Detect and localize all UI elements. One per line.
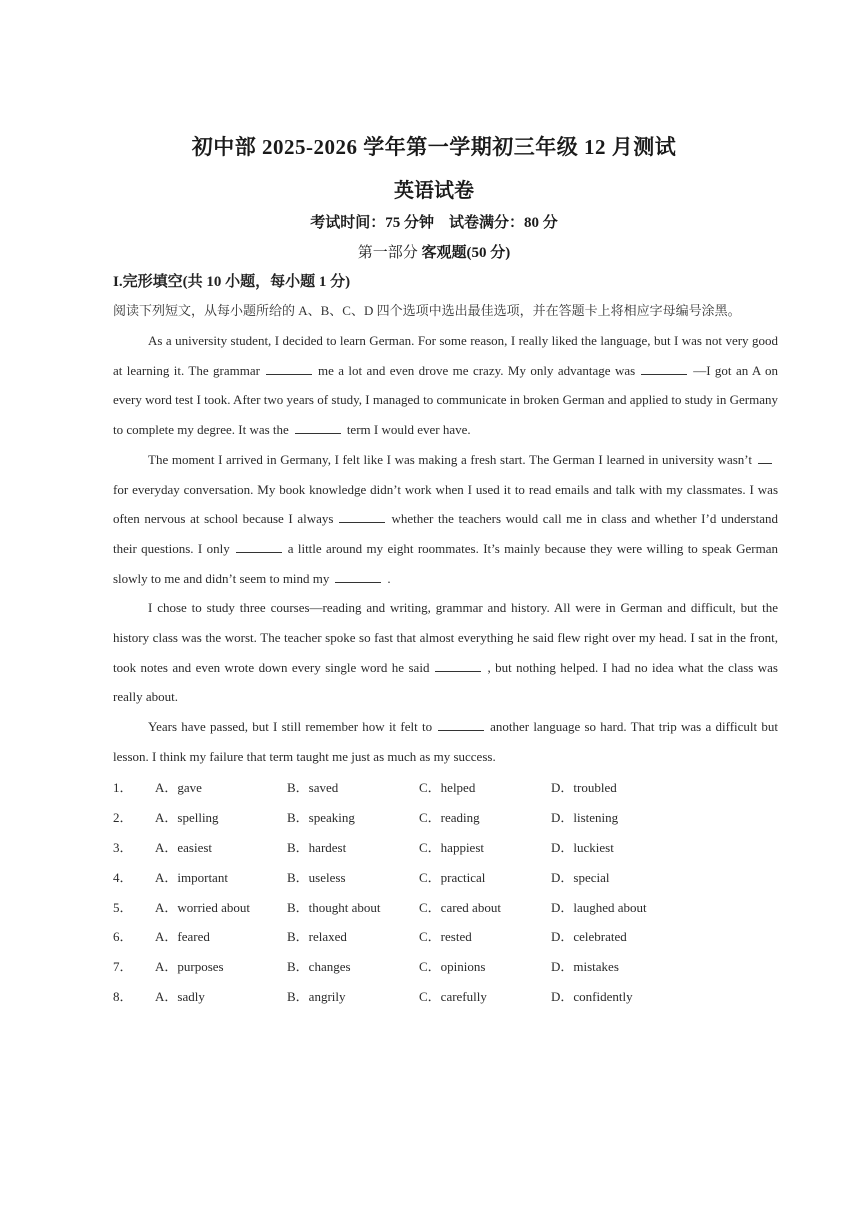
option-a: A．feared bbox=[155, 929, 210, 945]
question-options: 8． A．sadly B．angrily C．carefully D．confidently bbox=[113, 981, 691, 1011]
option-d: D．confidently bbox=[551, 988, 633, 1004]
answer-blank bbox=[295, 421, 341, 434]
answer-blank bbox=[641, 362, 687, 375]
option-d: D．laughed about bbox=[551, 899, 647, 915]
part-title: 客观题(50 分) bbox=[421, 245, 511, 261]
option-d: D．mistakes bbox=[551, 959, 619, 975]
option-c: C．helped bbox=[419, 780, 476, 796]
option-a: A．purposes bbox=[155, 959, 224, 975]
option-c: C．cared about bbox=[419, 899, 501, 915]
option-a: A．sadly bbox=[155, 988, 205, 1004]
paragraph-3: I chose to study three courses—reading and writing, grammar and history. All were in German and difficult, but the history class was the worst. The teacher spoke so fast that almost everything he said flew right over my head. I sat in the front, took notes and even wrote down every single word he said , but nothing helped. I had no idea what the class was really about. bbox=[113, 600, 778, 705]
option-b: B．thought about bbox=[287, 899, 381, 915]
question-options: 4． A．important B．useless C．practical D．special bbox=[113, 861, 691, 891]
answer-blank bbox=[339, 510, 385, 523]
option-c: C．carefully bbox=[419, 988, 487, 1004]
exam-info: 考试时间：75 分钟 试卷满分：80 分 bbox=[310, 215, 558, 231]
question-options: 7． A．purposes B．changes C．opinions D．mistakes bbox=[113, 951, 691, 981]
option-a: A．worried about bbox=[155, 899, 250, 915]
option-c: C．rested bbox=[419, 929, 472, 945]
exam-title: 初中部 2025-2026 学年第一学期初三年级 12 月测试 bbox=[191, 135, 677, 159]
option-d: D．celebrated bbox=[551, 929, 627, 945]
paragraph-4: Years have passed, but I still remember how it felt to another language so hard. That trip was a difficult but lesson. I think my failure that term taught me just as much as my success. bbox=[113, 719, 778, 764]
option-b: B．hardest bbox=[287, 839, 347, 855]
question-options: 5． A．worried about B．thought about C．cared about D．laughed about bbox=[113, 891, 691, 921]
answer-blank bbox=[236, 540, 282, 553]
answer-blank bbox=[758, 451, 772, 464]
section-title: I.完形填空(共 10 小题，每小题 1 分) bbox=[113, 274, 351, 290]
paragraph-1: As a university student, I decided to learn German. For some reason, I really liked the language, but I was not very good at learning it. The grammar me a lot and even drove me crazy. My only advantage was —I got an A on every word test I took. After two years of study, I managed to communicate in broken German and applied to study in Germany to complete my degree. It was the term I would ever have. bbox=[113, 333, 778, 438]
section-instructions: 阅读下列短文，从每小题所给的 A、B、C、D 四个选项中选出最佳选项，并在答题卡上将相应字母编号涂黑。 bbox=[113, 303, 741, 318]
option-b: B．changes bbox=[287, 959, 351, 975]
option-d: D．troubled bbox=[551, 780, 617, 796]
option-b: B．useless bbox=[287, 869, 346, 885]
part-heading bbox=[0, 241, 868, 262]
paragraph-2: The moment I arrived in Germany, I felt like I was making a fresh start. The German I learned in university wasn’tfor everyday conversation. My book knowledge didn’t work when I used it to read emails and talk with my classmates. I was often nervous at school because I always whether the teachers would call me in class and whether I’d understand their questions. I only a little around my eight roommates. It’s mainly because they were willing to speak German slowly to me and didn’t seem to mind my . bbox=[113, 451, 778, 586]
question-options: 6． A．feared B．relaxed C．rested D．celebrated bbox=[113, 921, 691, 951]
answer-blank bbox=[266, 362, 312, 375]
options-list bbox=[113, 772, 691, 1010]
option-c: C．practical bbox=[419, 869, 486, 885]
answer-blank bbox=[435, 659, 481, 672]
option-c: C．happiest bbox=[419, 839, 484, 855]
option-d: D．listening bbox=[551, 810, 619, 826]
part-label: 第一部分 bbox=[357, 245, 418, 261]
option-a: A．gave bbox=[155, 780, 202, 796]
option-c: C．opinions bbox=[419, 959, 486, 975]
question-options: 3． A．easiest B．hardest C．happiest D．luckiest bbox=[113, 832, 691, 862]
option-a: A．easiest bbox=[155, 839, 213, 855]
cloze-passage bbox=[113, 326, 778, 772]
answer-blank bbox=[335, 570, 381, 583]
answer-blank bbox=[438, 718, 484, 731]
option-b: B．relaxed bbox=[287, 929, 347, 945]
option-b: B．saved bbox=[287, 780, 339, 796]
option-b: B．angrily bbox=[287, 988, 346, 1004]
option-d: D．luckiest bbox=[551, 839, 614, 855]
subject-title: 英语试卷 bbox=[394, 180, 474, 202]
option-a: A．important bbox=[155, 869, 228, 885]
option-b: B．speaking bbox=[287, 810, 355, 826]
option-a: A．spelling bbox=[155, 810, 219, 826]
option-d: D．special bbox=[551, 869, 610, 885]
question-options: 1． A．gave B．saved C．helped D．troubled bbox=[113, 772, 691, 802]
option-c: C．reading bbox=[419, 810, 480, 826]
question-options: 2． A．spelling B．speaking C．reading D．listening bbox=[113, 802, 691, 832]
